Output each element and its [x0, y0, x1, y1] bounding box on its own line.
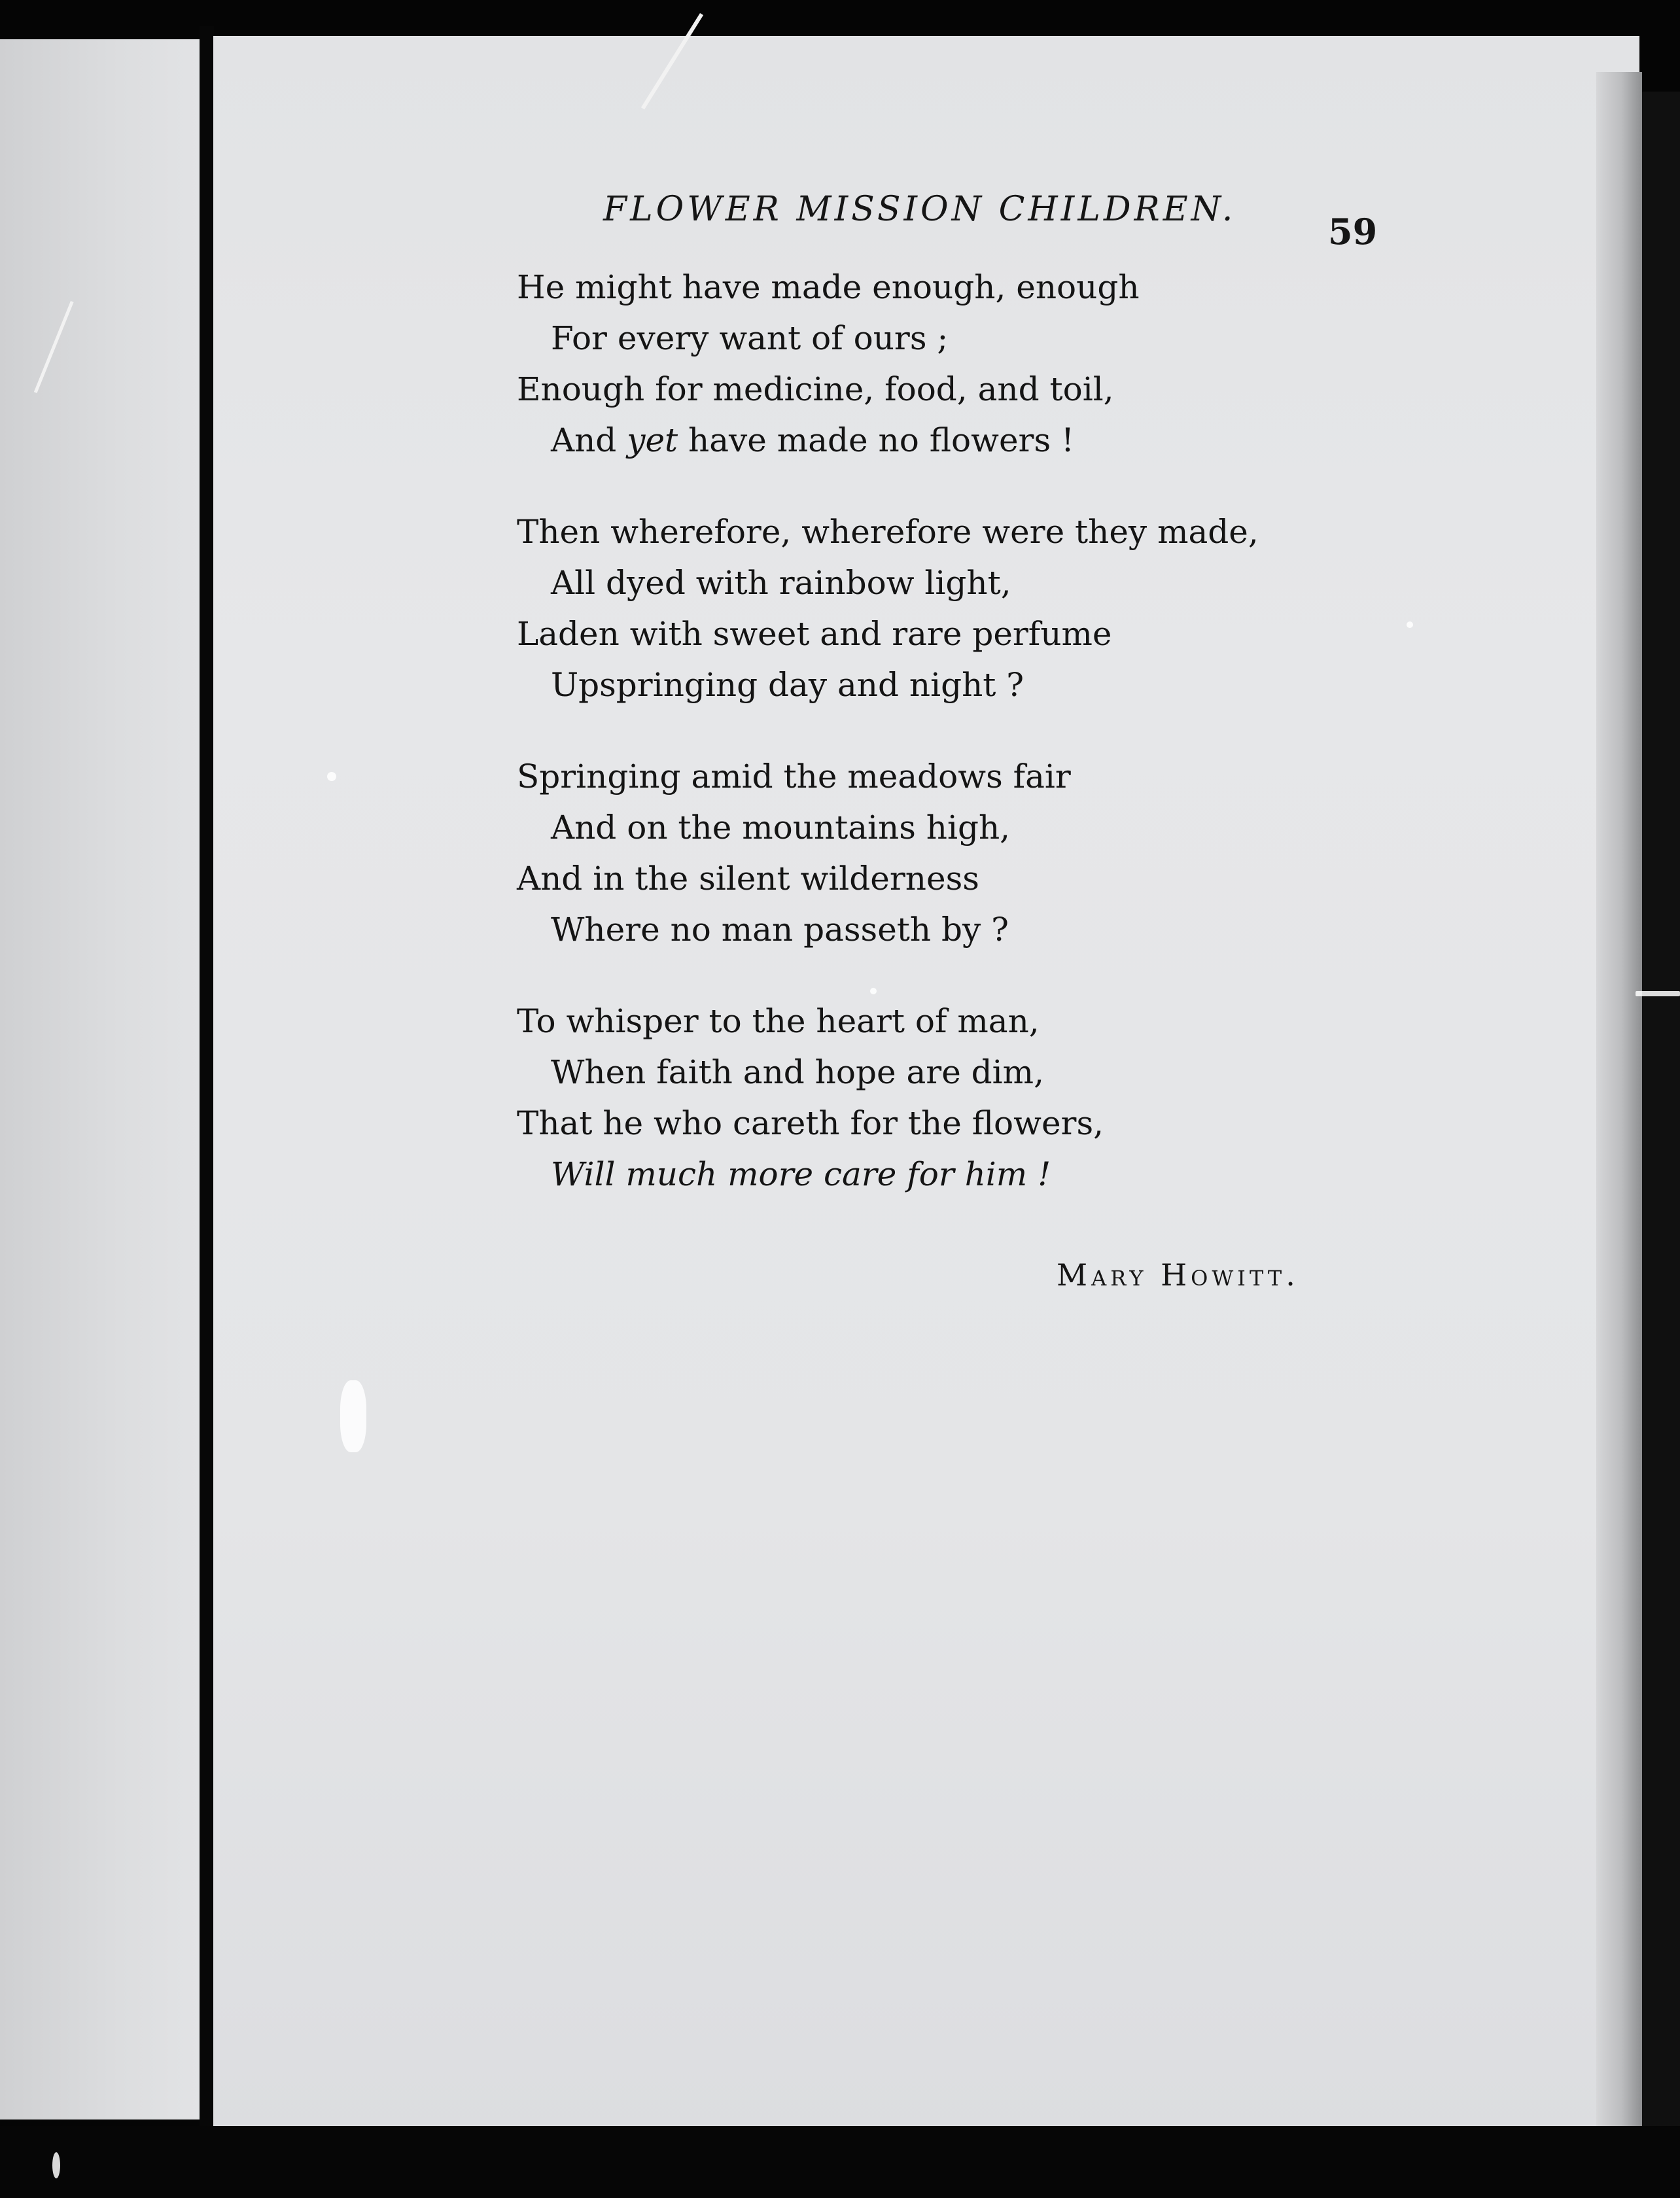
- author-attribution: Mary Howitt.: [1057, 1257, 1299, 1293]
- poem-line: Enough for medicine, food, and toil,: [517, 370, 1114, 408]
- poem-line-part: have made no flowers !: [678, 421, 1075, 459]
- poem-line: Where no man passeth by ?: [551, 911, 1009, 949]
- poem-line: To whisper to the heart of man,: [517, 1002, 1040, 1040]
- page-number: 59: [1328, 211, 1378, 253]
- scan-background-bottom: [0, 2126, 1680, 2198]
- stanza-4: [517, 996, 1367, 1200]
- running-head: FLOWER MISSION CHILDREN.: [603, 190, 1236, 229]
- poem-line: For every want of ours ;: [551, 319, 949, 357]
- scan-speck: [1407, 621, 1413, 628]
- poem-emphasis: yet: [627, 421, 678, 459]
- poem-line: And in the silent wilderness: [517, 860, 979, 898]
- scan-background-right: [1642, 92, 1680, 2198]
- poem-line: Springing amid the meadows fair: [517, 758, 1071, 795]
- scan-speck: [340, 1380, 366, 1452]
- poem-line-part: And: [551, 421, 627, 459]
- poem-line: All dyed with rainbow light,: [551, 564, 1011, 602]
- poem-line: Upspringing day and night ?: [551, 666, 1024, 704]
- stanza-1: [517, 262, 1367, 466]
- poem-line: He might have made enough, enough: [517, 268, 1140, 306]
- scan-speck: [1636, 991, 1680, 996]
- poem-line: When faith and hope are dim,: [551, 1053, 1044, 1091]
- poem-line: That he who careth for the flowers,: [517, 1104, 1104, 1142]
- poem-line: Laden with sweet and rare perfume: [517, 615, 1112, 653]
- poem-line: Will much more care for him !: [551, 1155, 1051, 1193]
- poem: [517, 262, 1367, 1240]
- poem-line: And on the mountains high,: [551, 809, 1011, 846]
- scan-speck: [52, 2152, 60, 2178]
- page-fore-edge: [1596, 72, 1642, 2139]
- stanza-2: [517, 506, 1367, 710]
- scan-speck: [327, 772, 336, 781]
- previous-page-edge: [0, 39, 203, 2120]
- stanza-3: [517, 751, 1367, 955]
- scan-speck: [870, 988, 877, 994]
- book-gutter: [200, 26, 214, 2133]
- poem-line: Then wherefore, wherefore were they made,: [517, 513, 1259, 551]
- poem-line: [517, 415, 1367, 466]
